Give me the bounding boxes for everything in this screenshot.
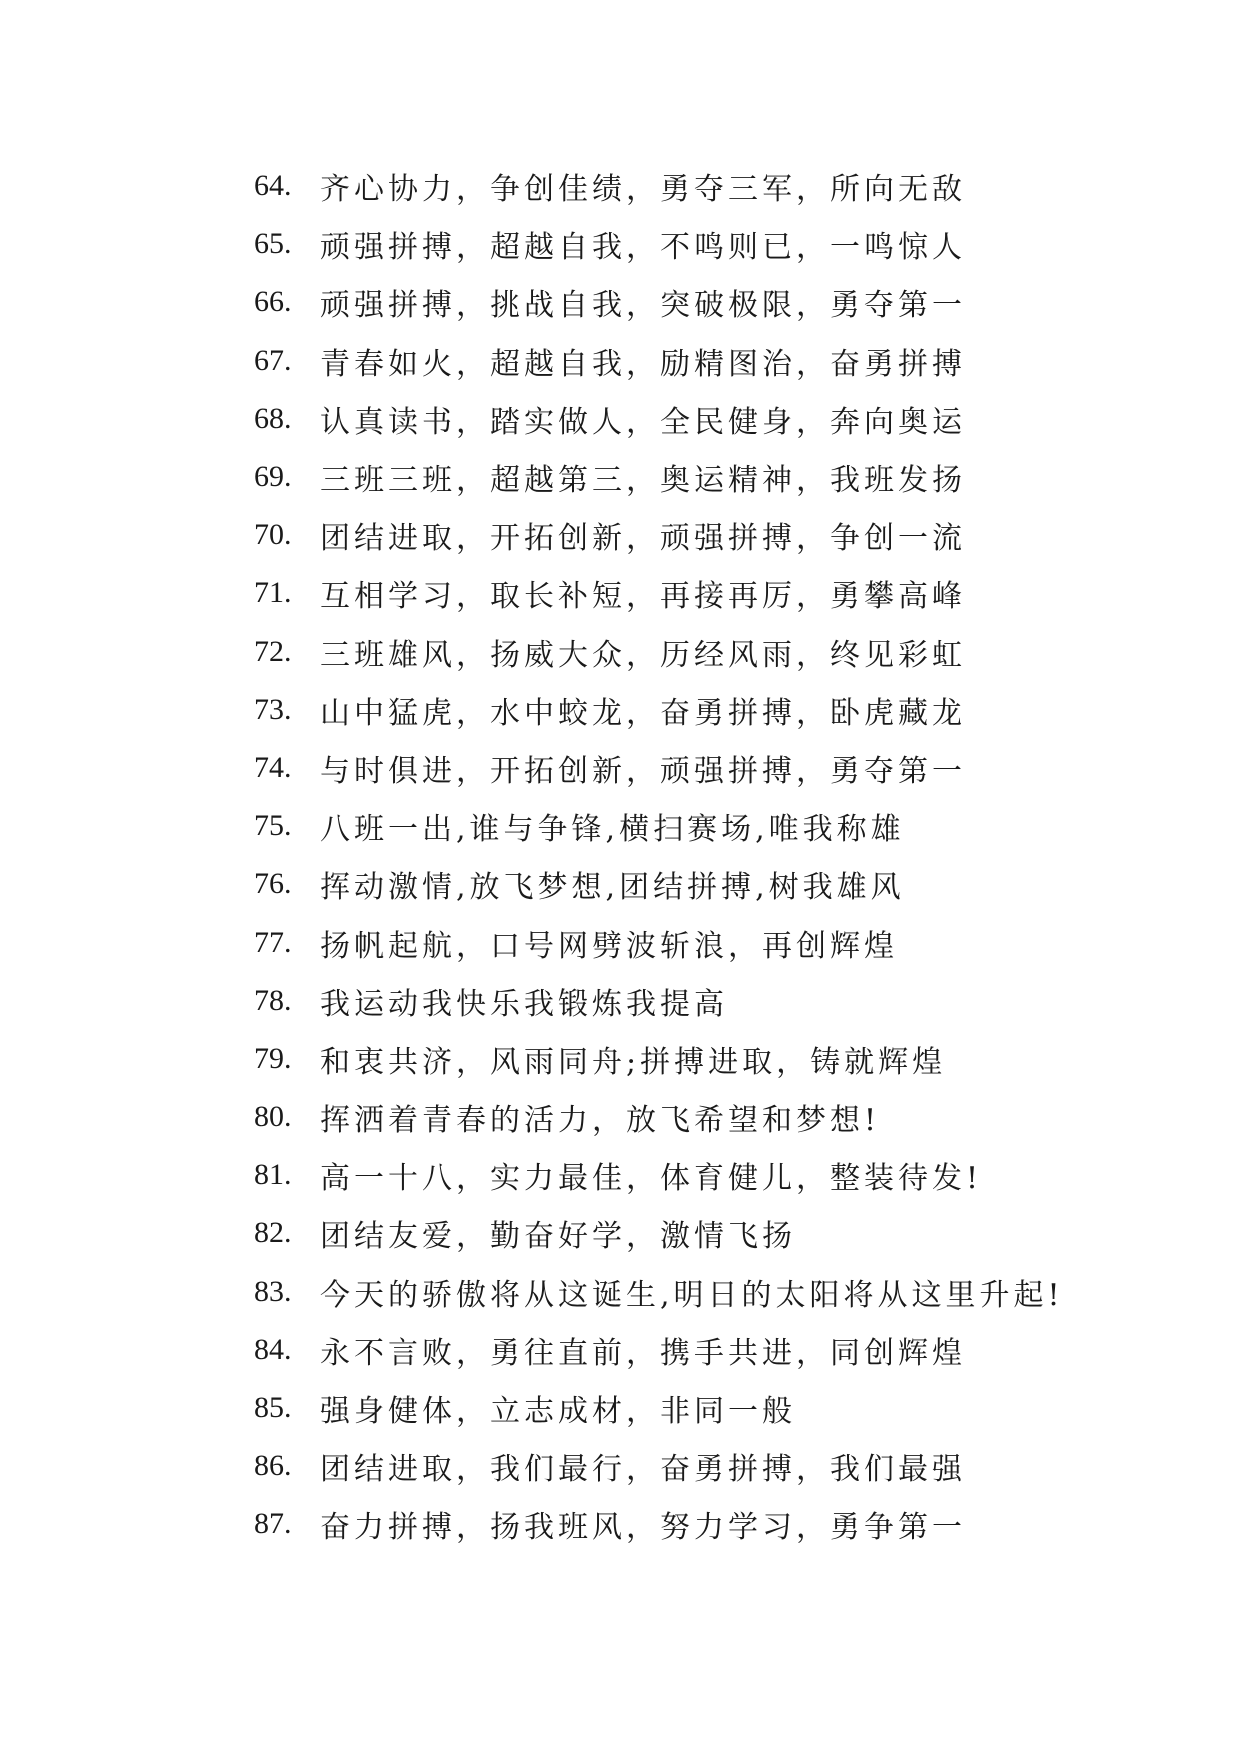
item-number: 80. — [254, 1100, 292, 1134]
item-text: 顽强拼搏，超越自我，不鸣则已，一鸣惊人 — [320, 230, 966, 266]
list-item — [254, 215, 1064, 273]
list-item — [254, 448, 1064, 506]
item-number: 67. — [254, 343, 292, 377]
list-item — [254, 506, 1064, 564]
item-number: 81. — [254, 1158, 292, 1192]
item-number: 72. — [254, 634, 292, 668]
list-item — [254, 797, 1064, 855]
list-item — [254, 1321, 1064, 1379]
list-item — [254, 157, 1064, 215]
list-item — [254, 332, 1064, 390]
item-number: 68. — [254, 401, 292, 435]
item-text: 齐心协力，争创佳绩，勇夺三军，所向无敌 — [320, 172, 966, 208]
item-number: 76. — [254, 867, 292, 901]
item-number: 73. — [254, 692, 292, 726]
item-number: 86. — [254, 1449, 292, 1483]
item-number: 82. — [254, 1216, 292, 1250]
list-item — [254, 1437, 1064, 1495]
item-number: 79. — [254, 1041, 292, 1075]
list-item — [254, 1204, 1064, 1262]
item-text: 团结友爱，勤奋好学，激情飞扬 — [320, 1219, 796, 1255]
item-text: 团结进取，我们最行，奋勇拼搏，我们最强 — [320, 1452, 966, 1488]
item-number: 64. — [254, 169, 292, 203]
item-text: 奋力拼搏，扬我班风，努力学习，勇争第一 — [320, 1510, 966, 1546]
item-number: 87. — [254, 1507, 292, 1541]
item-text: 高一十八，实力最佳，体育健儿，整装待发! — [320, 1161, 983, 1197]
list-item — [254, 739, 1064, 797]
item-text: 三班三班，超越第三，奥运精神，我班发扬 — [320, 463, 966, 499]
item-text: 青春如火，超越自我，励精图治，奋勇拼搏 — [320, 346, 966, 382]
item-number: 84. — [254, 1332, 292, 1366]
list-item — [254, 564, 1064, 622]
item-number: 66. — [254, 285, 292, 319]
list-item — [254, 390, 1064, 448]
list-item — [254, 972, 1064, 1030]
item-number: 75. — [254, 809, 292, 843]
item-number: 77. — [254, 925, 292, 959]
item-text: 扬帆起航，口号网劈波斩浪，再创辉煌 — [320, 928, 898, 964]
item-text: 挥洒着青春的活力，放飞希望和梦想! — [320, 1103, 881, 1139]
item-text: 永不言败，勇往直前，携手共进，同创辉煌 — [320, 1335, 966, 1371]
list-item — [254, 1146, 1064, 1204]
list-item — [254, 1030, 1064, 1088]
item-text: 挥动激情,放飞梦想,团结拼搏,树我雄风 — [320, 870, 905, 906]
item-number: 65. — [254, 227, 292, 261]
item-text: 互相学习，取长补短，再接再厉，勇攀高峰 — [320, 579, 966, 615]
item-text: 我运动我快乐我锻炼我提高 — [320, 986, 728, 1022]
item-text: 三班雄风，扬威大众，历经风雨，终见彩虹 — [320, 637, 966, 673]
list-item — [254, 273, 1064, 331]
item-number: 71. — [254, 576, 292, 610]
list-item — [254, 913, 1064, 971]
list-item — [254, 1379, 1064, 1437]
item-text: 与时俱进，开拓创新，顽强拼搏，勇夺第一 — [320, 753, 966, 789]
item-text: 八班一出,谁与争锋,横扫赛场,唯我称雄 — [320, 812, 905, 848]
item-text: 和衷共济，风雨同舟;拼搏进取，铸就辉煌 — [320, 1044, 947, 1080]
list-item — [254, 855, 1064, 913]
item-number: 69. — [254, 460, 292, 494]
item-text: 山中猛虎，水中蛟龙，奋勇拼搏，卧虎藏龙 — [320, 695, 966, 731]
item-text: 今天的骄傲将从这诞生,明日的太阳将从这里升起! — [320, 1277, 1064, 1313]
list-item — [254, 1088, 1064, 1146]
item-text: 顽强拼搏，挑战自我，突破极限，勇夺第一 — [320, 288, 966, 324]
item-number: 83. — [254, 1274, 292, 1308]
list-item — [254, 1263, 1064, 1321]
list-item — [254, 681, 1064, 739]
item-number: 85. — [254, 1391, 292, 1425]
item-text: 团结进取，开拓创新，顽强拼搏，争创一流 — [320, 521, 966, 557]
list-item — [254, 1495, 1064, 1553]
item-number: 78. — [254, 983, 292, 1017]
item-number: 74. — [254, 750, 292, 784]
item-text: 强身健体，立志成材，非同一般 — [320, 1394, 796, 1430]
item-text: 认真读书，踏实做人，全民健身，奔向奥运 — [320, 404, 966, 440]
slogan-list — [254, 157, 1064, 1554]
list-item — [254, 623, 1064, 681]
item-number: 70. — [254, 518, 292, 552]
